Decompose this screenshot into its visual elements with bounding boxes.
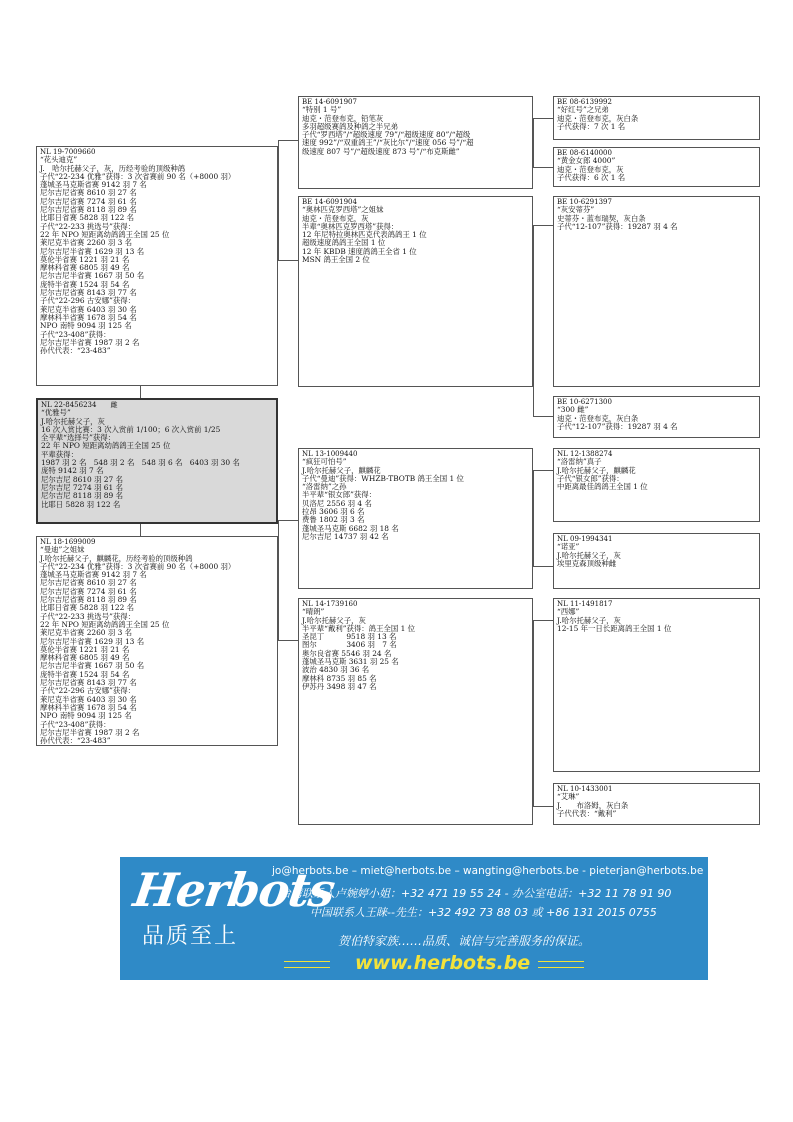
pedigree-box: [298, 96, 533, 189]
pedigree-line: 12 年 KBDB 速度鸽鸽王全省 1 位: [302, 246, 417, 256]
pedigree-line: 子代代表：“戴利”: [557, 808, 617, 818]
connector-dam-lower: [278, 640, 298, 641]
pedigree-line: 摩林科半省赛 1678 羽 54 名: [40, 702, 137, 712]
pedigree-line: 迪克・范登布克，灰白条: [557, 413, 639, 423]
pedigree-box: [553, 396, 760, 438]
banner-website-link[interactable]: www.herbots.be: [355, 952, 531, 974]
pedigree-line: 比耶日省赛 5828 羽 122 名: [40, 213, 135, 223]
pedigree-line: 子代“12-107”获得：19287 羽 4 名: [557, 221, 678, 231]
ring-number: BE 14-6091907: [302, 98, 357, 106]
ring-number: NL 19-7009660: [40, 148, 96, 156]
pedigree-line: 摩林科半省赛 1678 羽 54 名: [40, 312, 137, 322]
pedigree-box: [553, 96, 760, 140]
pedigree-box: [553, 783, 760, 825]
connector-gg4: [533, 620, 554, 807]
pedigree-line: “疯狂可怕号”: [302, 457, 347, 467]
ring-number: NL 12-1388274: [557, 450, 613, 458]
pedigree-line: 迪克・范登布克，灰: [557, 164, 624, 174]
pedigree-line: 孙代代表：“23-483”: [40, 736, 111, 746]
pedigree-line: “优雅号”: [41, 408, 71, 418]
pedigree-line: 莱尼克半省赛 6403 羽 30 名: [40, 694, 137, 704]
pedigree-line: 子代“曼迪”获得：WHZB-TBOTB 鸽王全国 1 位: [302, 473, 464, 483]
pedigree-box: [553, 196, 760, 387]
pedigree-box: [553, 598, 760, 772]
connector-sire-upper: [278, 140, 299, 261]
pedigree-box: [36, 536, 278, 746]
pedigree-line: J. 哈尔托赫父子，灰，历经考验的顶级种鸽: [40, 163, 186, 173]
pedigree-line: 尼尔吉尼省赛 8118 羽 89 名: [40, 205, 137, 215]
ring-number: BE 08-6139992: [557, 98, 612, 106]
pedigree-line: 孙代代表：“23-483”: [40, 346, 111, 356]
connector-subject-to-dam: [140, 524, 141, 536]
pedigree-line: 半平辈“银女郎”获得：: [302, 490, 377, 500]
pedigree-line: 庞特半省赛 1524 羽 54 名: [40, 669, 130, 679]
ring-number: NL 14-1739160: [302, 600, 358, 608]
pedigree-line: 蓬城圣马克斯省赛 9142 羽 7 名: [40, 180, 147, 190]
pedigree-line: 尼尔吉尼省赛 8143 羽 77 名: [40, 678, 137, 688]
pedigree-line: J.哈尔托赫父子，灰: [302, 615, 366, 625]
pedigree-line: 子代“22-296 古安娜”获得：: [40, 686, 136, 696]
pedigree-line: 尼尔吉尼半省赛 1987 羽 2 名: [40, 337, 140, 347]
banner-decor-line-left: [284, 961, 330, 968]
pedigree-line: “特别 1 号”: [302, 105, 342, 115]
pedigree-line: 尼尔吉尼省赛 8610 羽 27 名: [40, 578, 137, 588]
herbots-banner: [120, 857, 708, 980]
pedigree-line: J.哈尔托赫父子，麒麟花，历经考验的顶级种鸽: [40, 553, 193, 563]
banner-slogan: 贺伯特家族……品质、诚信与完善服务的保证。: [338, 934, 591, 948]
ring-number: BE 08-6140000: [557, 149, 612, 157]
pedigree-line: “艾琳”: [557, 792, 580, 802]
pedigree-line: 莫伦半省赛 1221 羽 21 名: [40, 644, 130, 654]
pedigree-line: 16 次入赏比赛：3 次入赏前 1/100；6 次入赏前 1/25: [41, 424, 221, 434]
pedigree-line: J.哈尔托赫父子，灰: [557, 550, 621, 560]
connector-sire-to-subject: [140, 386, 141, 398]
pedigree-line: 史蒂芬・蓝布瑞契，灰白条: [557, 213, 646, 223]
pedigree-line: “洛雷纳”之孙: [302, 482, 347, 492]
pedigree-line: 莱尼克半省赛 6403 羽 30 名: [40, 304, 137, 314]
pedigree-line: NPO 南特 9094 羽 125 名: [40, 321, 132, 331]
pedigree-line: 22 年 NPO 短距离幼鸽鸽王全国 25 位: [40, 229, 170, 239]
pedigree-line: 摩林科省赛 6805 羽 49 名: [40, 263, 130, 273]
pedigree-line: 拉昂 3606 羽 6 名: [302, 507, 365, 517]
pedigree-line: 子代“23-408”获得：: [40, 719, 111, 729]
pedigree-line: 尼尔吉尼省赛 7274 羽 61 名: [40, 196, 137, 206]
pedigree-line: “好红号”之兄弟: [557, 105, 609, 115]
pedigree-line: 速度 992”/“双重鸽王”/“灰比尔”/“速度 056 号”/“超: [302, 138, 474, 148]
ring-number: NL 18-1699009: [40, 538, 96, 546]
pedigree-box: [553, 533, 760, 589]
pedigree-line: 圣昆丁 9518 羽 13 名: [302, 632, 397, 642]
pedigree-line: 多羽超级赛鸽及种鸽之半兄弟: [302, 121, 399, 131]
pedigree-line: 1987 羽 2 名 548 羽 2 名 548 羽 6 名 6403 羽 30 名: [41, 458, 240, 468]
pedigree-line: 子代“23-408”获得：: [40, 329, 111, 339]
ring-number: NL 13-1009440: [302, 450, 358, 458]
pedigree-line: 费鲁 1802 羽 3 名: [302, 515, 365, 525]
pedigree-box: [298, 598, 533, 825]
ring-number: BE 10-6291397: [557, 198, 612, 206]
banner-emails[interactable]: jo@herbots.be – miet@herbots.be – wangting@herbots.be - pieterjan@herbots.be: [272, 865, 704, 877]
pedigree-line: 莫伦半省赛 1221 羽 21 名: [40, 254, 130, 264]
pedigree-line: 子代获得：7 次 1 名: [557, 121, 626, 131]
pedigree-line: “300 雌”: [557, 405, 589, 415]
banner-china-contact: 中国联系人王睐--先生：+32 492 73 88 03 或 +86 131 2015 0755: [310, 906, 657, 919]
pedigree-line: 子代“22-234 优雅”获得：3 次省赛前 90 名（+8000 羽）: [40, 561, 236, 571]
pedigree-line: 迪克・范登布克，铅笔灰: [302, 113, 384, 123]
pedigree-line: 半辈“奥林匹克罗西塔”获得：: [302, 221, 399, 231]
pedigree-line: 尼尔吉尼半省赛 1629 羽 13 名: [40, 246, 145, 256]
pedigree-line: 子代“罗西塔”/“超级速度 79”/“超级速度 80”/“超级: [302, 130, 471, 140]
connector-dam-upper: [278, 520, 299, 641]
pedigree-line: “西娜”: [557, 607, 580, 617]
connector-gg1: [533, 118, 554, 168]
pedigree-line: 比耶日省赛 5828 羽 122 名: [40, 603, 135, 613]
pedigree-line: 摩林科省赛 6805 羽 49 名: [40, 653, 130, 663]
pedigree-box-subject: [36, 398, 278, 524]
ring-number: NL 09-1994341: [557, 535, 613, 543]
pedigree-line: 尼尔吉尼半省赛 1667 羽 50 名: [40, 271, 145, 281]
pedigree-line: 庞特半省赛 1524 羽 54 名: [40, 279, 130, 289]
pedigree-line: 子代“22-233 挑选号”获得：: [40, 221, 136, 231]
pedigree-line: J.哈尔托赫父子，麒麟花: [557, 465, 636, 475]
pedigree-line: J.哈尔托赫父子，灰: [41, 416, 105, 426]
pedigree-line: 尼尔吉尼 8118 羽 89 名: [41, 491, 123, 501]
pedigree-box: [553, 448, 760, 522]
pedigree-box: [298, 196, 533, 387]
pedigree-line: 12 年尼特拉奥林匹克代表鸽鸽王 1 位: [302, 230, 427, 240]
pedigree-line: 子代“22-296 古安娜”获得：: [40, 296, 136, 306]
pedigree-line: 级速度 807 号”/“超级速度 873 号”/“布克斯雌”: [302, 146, 460, 156]
pedigree-line: MSN 鸽王全国 2 位: [302, 255, 370, 265]
pedigree-line: 尼尔吉尼半省赛 1987 羽 2 名: [40, 727, 140, 737]
pedigree-line: 尼尔吉尼省赛 7274 羽 61 名: [40, 586, 137, 596]
banner-taiwan-contact: 台湾联系人卢婉婷小姐：+32 471 19 55 24 - 办公室电话：+32 11 78 91 90: [280, 887, 672, 900]
pedigree-line: “奥林匹克罗西塔”之姐妹: [302, 205, 384, 215]
pedigree-line: 莱尼克半省赛 2260 羽 3 名: [40, 628, 133, 638]
pedigree-line: 蓬城圣马克斯 6682 羽 18 名: [302, 523, 399, 533]
pedigree-line: 莱尼克半省赛 2260 羽 3 名: [40, 238, 133, 248]
pedigree-line: 尼尔吉尼省赛 8610 羽 27 名: [40, 188, 137, 198]
ring-number: BE 10-6271300: [557, 398, 612, 406]
connector-gg2: [533, 225, 554, 417]
ring-number: NL 10-1433001: [557, 785, 613, 793]
pedigree-line: “晴朗”: [302, 607, 325, 617]
pedigree-line: “黄金女郎 4000”: [557, 156, 616, 166]
pedigree-line: “花头迪克”: [40, 155, 78, 165]
pedigree-line: NPO 南特 9094 羽 125 名: [40, 711, 132, 721]
pedigree-line: 尼尔吉尼 14737 羽 42 名: [302, 531, 389, 541]
pedigree-box: [298, 448, 533, 589]
pedigree-line: 图尔 3406 羽 7 名: [302, 640, 397, 650]
ring-number: NL 11-1491817: [557, 600, 613, 608]
pedigree-line: 22 年 NPO 短距离幼鸽鸽王全国 25 位: [41, 441, 171, 451]
pedigree-line: 波治 4830 羽 36 名: [302, 665, 370, 675]
pedigree-line: 尼尔吉尼 8610 羽 27 名: [41, 474, 123, 484]
pedigree-line: “诺亚”: [557, 542, 580, 552]
pedigree-line: 蓬城圣马克斯 3631 羽 25 名: [302, 657, 399, 667]
pedigree-line: 伊苏丹 3498 羽 47 名: [302, 681, 377, 691]
banner-motto: 品质至上: [142, 924, 239, 949]
pedigree-line: 摩林科 8735 羽 85 名: [302, 673, 377, 683]
pedigree-line: 超级速度鸽鸽王全国 1 位: [302, 238, 386, 248]
pedigree-line: J. 布洛姆，灰白条: [557, 800, 629, 810]
pedigree-line: 子代“12-107”获得：19287 羽 4 名: [557, 421, 678, 431]
pedigree-line: 迪克・范登布克，灰白条: [557, 113, 639, 123]
pedigree-line: 奥尔良省赛 5546 羽 24 名: [302, 648, 392, 658]
ring-number: NL 22-8456234 雌: [41, 401, 118, 409]
pedigree-line: 蓬城圣马克斯省赛 9142 羽 7 名: [40, 570, 147, 580]
herbots-logo: Herbots: [130, 863, 338, 917]
pedigree-box: [36, 146, 278, 386]
pedigree-line: 比耶日 5828 羽 122 名: [41, 499, 121, 509]
pedigree-line: 子代获得：6 次 1 名: [557, 172, 626, 182]
pedigree-line: “曼迪”之姐妹: [40, 545, 85, 555]
pedigree-line: 迪克・范登布克，灰: [302, 213, 369, 223]
pedigree-line: 尼尔吉尼 7274 羽 61 名: [41, 482, 123, 492]
pedigree-line: 12-15 年一日长距离鸽王全国 1 位: [557, 623, 672, 633]
pedigree-line: 半平辈“戴利”获得：鸽王全国 1 位: [302, 623, 416, 633]
connector-gg3: [533, 470, 554, 567]
pedigree-line: 埃里克森顶级种雌: [557, 558, 617, 568]
pedigree-line: “灰安蒂芬”: [557, 205, 595, 215]
pedigree-line: 尼尔吉尼半省赛 1629 羽 13 名: [40, 636, 145, 646]
banner-decor-line-right: [538, 961, 584, 968]
pedigree-line: 子代“22-234 优雅”获得：3 次省赛前 90 名（+8000 羽）: [40, 171, 236, 181]
pedigree-line: 全平辈“选择号”获得：: [41, 433, 116, 443]
pedigree-line: 尼尔吉尼省赛 8118 羽 89 名: [40, 595, 137, 605]
pedigree-line: “洛雷纳”真子: [557, 457, 602, 467]
connector-sire-lower: [278, 260, 298, 261]
pedigree-line: J.哈尔托赫父子，灰: [557, 615, 621, 625]
pedigree-line: 22 年 NPO 短距离幼鸽鸽王全国 25 位: [40, 619, 170, 629]
pedigree-line: 中距离最佳鸽鸽王全国 1 位: [557, 482, 648, 492]
ring-number: BE 14-6091904: [302, 198, 357, 206]
pedigree-line: 平辈获得：: [41, 449, 78, 459]
pedigree-line: 庞特 9142 羽 7 名: [41, 466, 104, 476]
pedigree-box: [553, 147, 760, 187]
pedigree-line: 贝洛尼 2556 羽 4 名: [302, 498, 372, 508]
pedigree-line: 尼尔吉尼省赛 8143 羽 77 名: [40, 288, 137, 298]
pedigree-line: 尼尔吉尼半省赛 1667 羽 50 名: [40, 661, 145, 671]
pedigree-line: 子代“22-233 挑选号”获得：: [40, 611, 136, 621]
pedigree-line: J.哈尔托赫父子，麒麟花: [302, 465, 381, 475]
pedigree-line: 子代“银女郎”获得：: [557, 473, 624, 483]
